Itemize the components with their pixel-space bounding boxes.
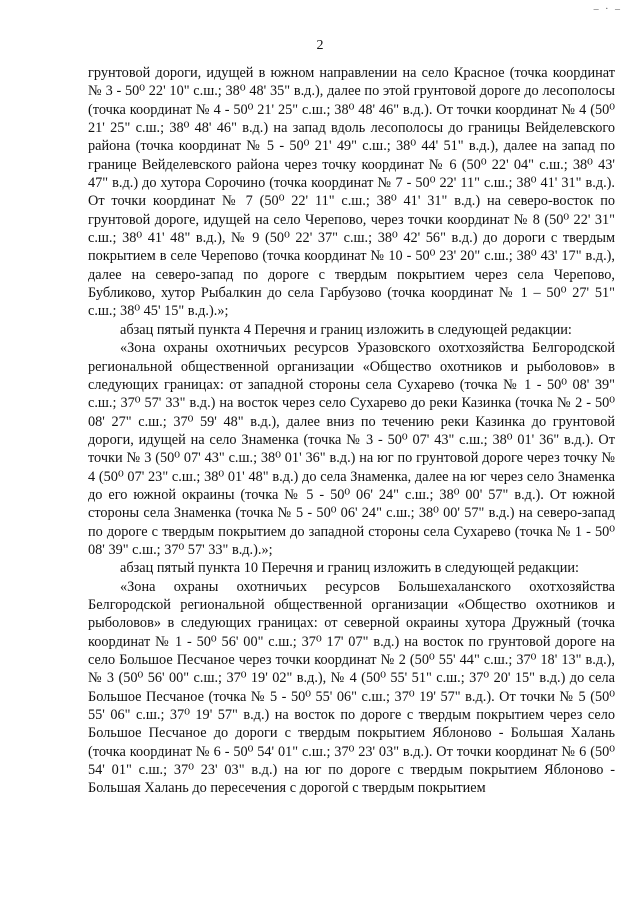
paragraph-amendment-intro: абзац пятый пункта 4 Перечня и границ изложить в следующей редакции: — [120, 321, 572, 338]
paragraph-urazovskoe-zone: «Зона охраны охотничьих ресурсов Уразовского охотхозяйства Белгородской региональной общественной организации «Общество охотников и рыболовов» в следующих границах: от западной стороны села Сухарево (точка № 1 - 50⁰ 08' 39" с.ш.; 37⁰ 57' 33" в.д.) на восток через село Сухарево до реки Казинка (точка № 2 - 50⁰ 08' 27" с.ш.; 37⁰ 59' 48" в.д.), далее вниз по течению реки Казинка до грунтовой дороги, идущей на село Знаменка (точка № 3 - 50⁰ 07' 43" с.ш.; 38⁰ 01' 36" в.д.). От точки № 3 (50⁰ 07' 43" с.ш.; 38⁰ 01' 36" в.д.) на юг по грунтовой дороге через точку № 4 (50⁰ 07' 23" с.ш.; 38⁰ 01' 48" в.д.) до села Знаменка, далее на юг через село Знаменка до его южной окраины (точка № 5 - 50⁰ 06' 24" с.ш.; 38⁰ 00' 57" в.д.). От южной стороны села Знаменка (точка № 5 - 50⁰ 06' 24" с.ш.; 38⁰ 00' 57" в.д.) на северо-запад по дороге с твердым покрытием до западной стороны села Сухарево (точка № 1 - 50⁰ 08' 39" с.ш.; 37⁰ 57' 33" в.д.).»; — [88, 340, 615, 558]
corner-mark: – · – — [593, 4, 622, 15]
paragraph-bolshekhalanskoe-zone: «Зона охраны охотничьих ресурсов Большехаланского охотхозяйства Белгородской региональной общественной организации «Общество охотников и рыболовов» в следующих границах: от северной окраины хутора Дружный (точка координат № 1 - 50⁰ 56' 00" с.ш.; 37⁰ 17' 07" в.д.) на восток по грунтовой дороге на село Большое Песчаное через точки координат № 2 (50⁰ 55' 44" с.ш.; 37⁰ 18' 13" в.д.), № 3 (50⁰ 56' 00" с.ш.; 37⁰ 19' 02" в.д.), № 4 (50⁰ 55' 51" с.ш.; 37⁰ 20' 15" в.д.) до села Большое Песчаное (точка № 5 - 50⁰ 55' 06" с.ш.; 37⁰ 19' 57" в.д.). От точки № 5 (50⁰ 55' 06" с.ш.; 37⁰ 19' 57" в.д.) на восток по дороге с твердым покрытием через село Большое Песчаное до дороги с твердым покрытием Яблоново - Большая Халань (точка координат № 6 - 50⁰ 54' 01" с.ш.; 37⁰ 23' 03" в.д.). От точки координат № 6 (50⁰ 54' 01" с.ш.; 37⁰ 23' 03" в.д.) на юг по дороге с твердым покрытием Яблоново - Большая Халань до пересечения с дорогой с твердым покрытием — [88, 578, 615, 797]
paragraph-continuation: грунтовой дороги, идущей в южном направлении на село Красное (точка координат № 3 - 50⁰ 22' 10" с.ш.; 38⁰ 48' 35" в.д.), далее по этой грунтовой дороге до лесополосы (точка координат № 4 - 50⁰ 21' 25" с.ш.; 38⁰ 48' 46" в.д.). От точки координат № 4 (50⁰ 21' 25" с.ш.; 38⁰ 48' 46" в.д.) на запад вдоль лесополосы до границы Вейделевского района (точка координат № 5 - 50⁰ 21' 49" с.ш.; 38⁰ 44' 51" в.д.), далее на запад по границе Вейделевского района через точку координат № 6 (50⁰ 22' 04" с.ш.; 38⁰ 43' 47" в.д.) до хутора Сорочино (точка координат № 7 - 50⁰ 22' 11" с.ш.; 38⁰ 41' 31" в.д.). От точки координат № 7 (50⁰ 22' 11" с.ш.; 38⁰ 41' 31" в.д.) на северо-восток по грунтовой дороге, идущей на село Черепово, через точки координат № 8 (50⁰ 22' 31" с.ш.; 38⁰ 41' 48" в.д.), № 9 (50⁰ 22' 37" с.ш.; 38⁰ 42' 56" в.д.) до дороги с твердым покрытием в селе Черепово (точка координат № 10 - 50⁰ 23' 20" с.ш.; 38⁰ 43' 17" в.д.), далее на северо-запад по дороге с твердым покрытием через села Черепово, Бубликово, хутор Рыбалкин до села Гарбузово (точка координат № 1 – 50⁰ 27' 51" с.ш.; 38⁰ 45' 15" в.д.).»; — [88, 65, 615, 320]
document-body — [88, 64, 615, 798]
page-number: 2 — [316, 38, 324, 53]
paragraph-amendment-intro: абзац пятый пункта 10 Перечня и границ изложить в следующей редакции: — [120, 560, 580, 577]
